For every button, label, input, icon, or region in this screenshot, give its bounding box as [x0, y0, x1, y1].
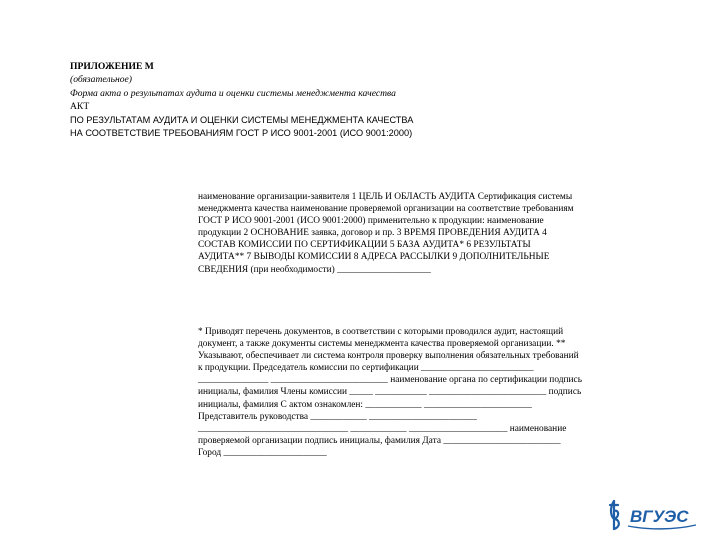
document-header — [70, 60, 630, 140]
act-title-line-1: ПО РЕЗУЛЬТАТАМ АУДИТА И ОЦЕНКИ СИСТЕМЫ МЕНЕДЖМЕНТА КАЧЕСТВА — [70, 114, 414, 125]
text-line: инициалы, фамилия Члены комиссии _____ ___________ _________________________ подпись — [198, 387, 582, 398]
logo-text: ВГУЭС — [630, 507, 689, 526]
form-description: Форма акта о результатах аудита и оценки системы менеджмента качества — [70, 87, 396, 99]
text-line: АУДИТА** 7 ВЫВОДЫ КОМИССИИ 8 АДРЕСА РАССЫЛКИ 9 ДОПОЛНИТЕЛЬНЫЕ — [198, 252, 550, 263]
text-line: инициалы, фамилия С актом ознакомлен: ____________ _______________________ — [198, 399, 532, 410]
appendix-title: ПРИЛОЖЕНИЕ М — [70, 61, 154, 72]
text-line: ГОСТ Р ИСО 9001-2001 (ИСО 9001:2000) применительно к продукции: наименование — [198, 216, 544, 227]
text-line: Указывают, обеспечивает ли система контроля проверку выполнения обязательных требований — [198, 351, 579, 362]
act-label: АКТ — [70, 101, 90, 113]
footnotes-and-signatures — [198, 326, 658, 459]
text-line: наименование организации-заявителя 1 ЦЕЛЬ И ОБЛАСТЬ АУДИТА Сертификация системы — [198, 192, 573, 202]
act-title-line-2: НА СООТВЕТСТВИЕ ТРЕБОВАНИЯМ ГОСТ Р ИСО 9001-2001 (ИСО 9001:2000) — [70, 128, 413, 139]
text-line: продукции 2 ОСНОВАНИЕ заявка, договор и пр. 3 ВРЕМЯ ПРОВЕДЕНИЯ АУДИТА 4 — [198, 228, 547, 239]
act-sections-text — [198, 191, 658, 276]
text-line: СВЕДЕНИЯ (при необходимости) ____________________ — [198, 264, 431, 275]
text-line: проверяемой организации подпись инициалы, фамилия Дата _________________________ — [198, 435, 561, 446]
appendix-subtitle: (обязательное) — [70, 74, 132, 86]
text-line: к продукции. Председатель комиссии по сертификации ________________________ — [198, 363, 534, 374]
text-line: Город ______________________ — [198, 447, 327, 458]
text-line: _______________ _________________________ наименование органа по сертификации подпись — [198, 375, 582, 386]
text-line: Представитель руководства ____________ _______________________ — [198, 411, 477, 422]
text-line: документ, а также документы системы менеджмента качества проверяемой организации. ** — [198, 339, 566, 350]
text-line: менеджмента качества наименование проверяемой организации на соответствие требованиям — [198, 204, 574, 215]
text-line: * Приводят перечень документов, в соответствии с которыми проводился аудит, настоящий — [198, 327, 564, 337]
university-logo — [608, 497, 700, 533]
text-line: СОСТАВ КОМИССИИ ПО СЕРТИФИКАЦИИ 5 БАЗА АУДИТА* 6 РЕЗУЛЬТАТЫ — [198, 240, 531, 251]
logo-emblem-icon — [610, 501, 619, 529]
text-line: ________________________________ ____________ _____________________ наименование — [198, 423, 567, 434]
